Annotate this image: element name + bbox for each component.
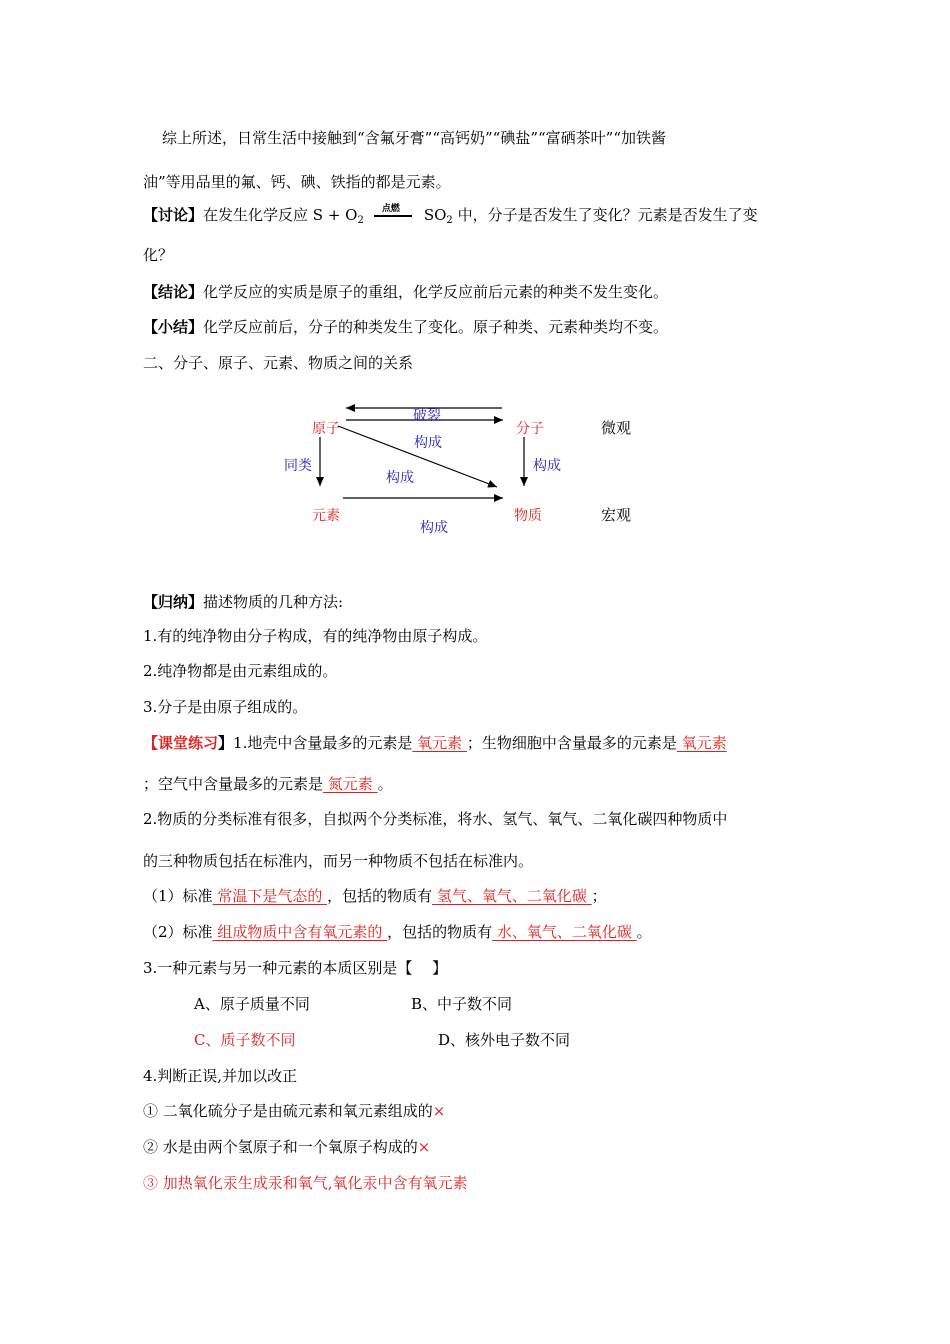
q1-text-d: 。: [377, 775, 393, 793]
label-same-kind: 同类: [284, 458, 312, 474]
q2-1-answer-2: 氢气、氧气、二氧化碳: [432, 887, 592, 905]
q1-answer-1: 氧元素: [412, 734, 467, 752]
q4-item-2-mark: ×: [417, 1138, 431, 1156]
q4-item-2-text: ② 水是由两个氢原子和一个氧原子构成的: [143, 1138, 418, 1156]
q3-option-a: A、原子质量不同: [194, 995, 310, 1013]
induction-item-2: 2.纯净物都是由元素组成的。: [143, 662, 338, 680]
induction-title: 描述物质的几种方法:: [203, 593, 344, 611]
induction-tag: 【归纳】: [143, 593, 204, 611]
label-compose-right: 构成: [533, 458, 561, 474]
q4-item-2: [143, 1137, 430, 1157]
node-element: 元素: [312, 508, 340, 524]
induction-item-1: 1.有的纯净物由分子构成，有的纯净物由原子构成。: [143, 627, 488, 645]
summary-text: 化学反应前后，分子的种类发生了变化。原子种类、元素种类均不变。: [203, 318, 669, 336]
label-micro: 微观: [601, 419, 632, 437]
q1-text-b: ；生物细胞中含量最多的元素是: [466, 734, 677, 752]
induction-line: [143, 592, 343, 612]
node-substance: 物质: [514, 508, 542, 524]
discussion-sub-b: 2: [446, 215, 453, 226]
q2-1-answer-1: 常温下是气态的: [212, 887, 328, 905]
practice-q1-line-2: [143, 774, 393, 794]
conclusion-text: 化学反应的实质是原子的重组，化学反应前后元素的种类不发生变化。: [203, 283, 669, 301]
q4-line: 4.判断正误,并加以改正: [143, 1067, 298, 1085]
label-macro: 宏观: [601, 506, 632, 524]
practice-q1-line: [143, 733, 727, 753]
q2-1-text-b: ，包括的物质有: [327, 887, 433, 905]
label-compose-bottom: 构成: [420, 520, 448, 536]
q2-2-answer-2: 水、氧气、二氧化碳: [492, 923, 637, 941]
discussion-sub-a: 2: [357, 215, 364, 226]
q2-2-text-a: （2）标准: [143, 923, 213, 941]
q3-option-d: D、核外电子数不同: [438, 1031, 571, 1049]
node-molecule: 分子: [516, 421, 544, 437]
discussion-line-2: 化？: [143, 246, 174, 264]
section-2-title: 二、分子、原子、元素、物质之间的关系: [143, 354, 414, 372]
q2-2-answer-1: 组成物质中含有氧元素的: [212, 923, 388, 941]
q4-item-1: [143, 1101, 445, 1121]
discussion-text-c: 中，分子是否发生了变化？元素是否发生了变: [452, 206, 758, 224]
discussion-text-b: SO: [423, 206, 447, 224]
induction-item-3: 3.分子是由原子组成的。: [143, 698, 308, 716]
practice-tag-close: 】: [218, 734, 234, 752]
q4-item-1-text: ① 二氧化硫分子是由硫元素和氧元素组成的: [143, 1102, 433, 1120]
q2-2-text-b: ，包括的物质有: [387, 923, 493, 941]
q1-answer-2: 氧元素: [676, 734, 727, 752]
q1-answer-3: 氮元素: [323, 775, 378, 793]
discussion-text-a: 在发生化学反应 S + O: [203, 206, 358, 224]
q3-option-b: B、中子数不同: [411, 995, 513, 1013]
practice-tag: 【课堂练习: [143, 734, 219, 752]
node-atom: 原子: [312, 421, 340, 437]
q2-1-text-c: ；: [591, 887, 607, 905]
summary-tag: 【小结】: [143, 318, 204, 336]
label-split: 破裂: [413, 408, 441, 424]
q2-sub-1: [143, 886, 607, 906]
q3-line: 3.一种元素与另一种元素的本质区别是【 】: [143, 959, 448, 977]
q1-text-a: 1.地壳中含量最多的元素是: [233, 734, 413, 752]
condition-label: 点燃: [381, 204, 400, 214]
q3-option-c: C、质子数不同: [194, 1031, 296, 1049]
intro-line-2: 油”等用品里的氟、钙、碘、铁指的都是元素。: [143, 173, 451, 191]
q2-2-text-c: 。: [636, 923, 652, 941]
discussion-tag: 【讨论】: [143, 206, 204, 224]
q1-text-c: ；空气中含量最多的元素是: [143, 775, 324, 793]
q4-item-3: ③ 加热氧化汞生成汞和氧气,氧化汞中含有氧元素: [143, 1174, 468, 1192]
q2-1-text-a: （1）标准: [143, 887, 213, 905]
q2-line-2: 的三种物质包括在标准内，而另一种物质不包括在标准内。: [143, 852, 534, 870]
intro-line-1: 综上所述，日常生活中接触到“含氟牙膏”“高钙奶”“碘盐”“富硒茶叶”“加铁酱: [162, 129, 667, 147]
label-compose-diagonal: 构成: [386, 470, 414, 486]
conclusion-tag: 【结论】: [143, 283, 204, 301]
label-compose-top: 构成: [414, 435, 442, 451]
q2-sub-2: [143, 922, 652, 942]
q4-item-1-mark: ×: [432, 1102, 446, 1120]
q2-line-1: 2.物质的分类标准有很多，自拟两个分类标准，将水、氢气、氧气、二氧化碳四种物质中: [143, 810, 728, 828]
